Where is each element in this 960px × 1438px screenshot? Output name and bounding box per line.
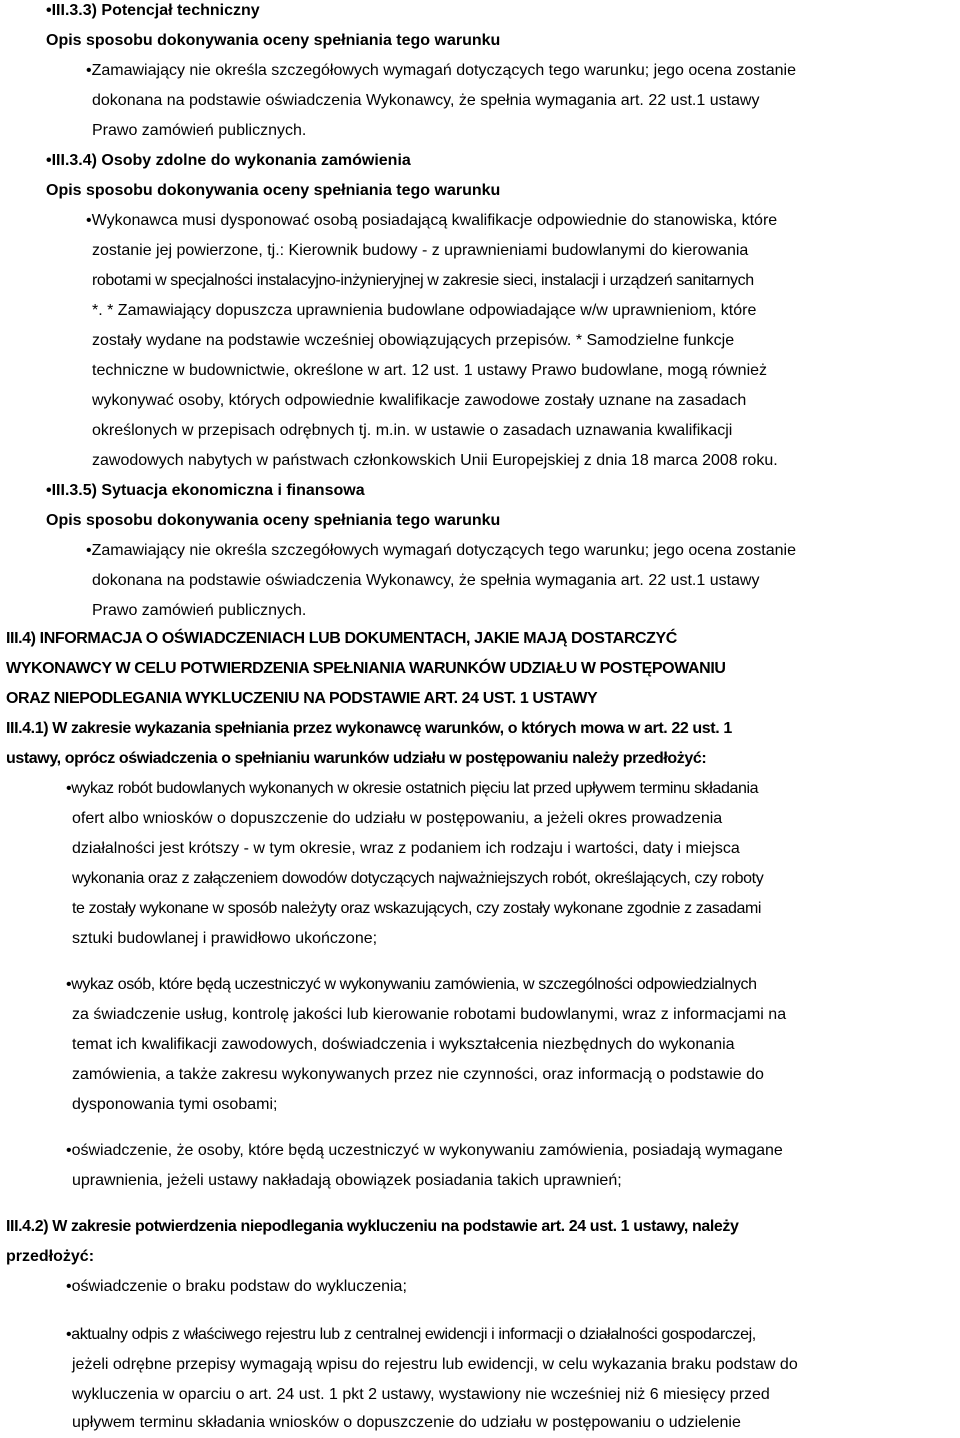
section-4-1-item-1-line: te zostały wykonane w sposób należyty oraz wskazujących, czy zostały wykonane zgodnie z zasadami xyxy=(72,900,762,917)
section-4-1-item-2-line: za świadczenie usług, kontrolę jakości lub kierowanie robotami budowlanymi, wraz z informacjami na xyxy=(72,1006,787,1023)
section-4-1-item-2-line: dysponowania tymi osobami; xyxy=(72,1096,278,1113)
section-3-3-text-line: Prawo zamówień publicznych. xyxy=(92,122,307,139)
section-3-5-assessment-label: Opis sposobu dokonywania oceny spełniania tego warunku xyxy=(46,512,501,529)
section-3-4-text-line: zawodowych nabytych w państwach członkowskich Unii Europejskiej z dnia 18 marca 2008 roku. xyxy=(92,452,778,469)
section-3-4-text-line: *. * Zamawiający dopuszcza uprawnienia budowlane odpowiadające w/w uprawnieniom, które xyxy=(92,302,757,319)
section-4-1-item-1-line: wykonania oraz z załączeniem dowodów dotyczących najważniejszych robót, określających, czy roboty xyxy=(72,870,764,887)
section-4-1-item-1-line: ofert albo wniosków o dopuszczenie do udziału w postępowaniu, a jeżeli okres prowadzenia xyxy=(72,810,723,827)
section-4-1-item-2-line: •wykaz osób, które będą uczestniczyć w wykonywaniu zamówienia, w szczególności odpowiedzialnych xyxy=(66,976,757,993)
section-4-1-heading-line: III.4.1) W zakresie wykazania spełniania przez wykonawcę warunków, o których mowa w art. 22 ust. 1 xyxy=(6,720,732,737)
section-3-5-text-line: dokonana na podstawie oświadczenia Wykonawcy, że spełnia wymagania art. 22 ust.1 ustawy xyxy=(92,572,760,589)
section-3-5-text-line: •Zamawiający nie określa szczegółowych wymagań dotyczących tego warunku; jego ocena zostanie xyxy=(86,542,796,559)
section-4-1-item-3-line: uprawnienia, jeżeli ustawy nakładają obowiązek posiadania takich uprawnień; xyxy=(72,1172,622,1189)
section-3-3-assessment-label: Opis sposobu dokonywania oceny spełniania tego warunku xyxy=(46,32,501,49)
section-3-4-assessment-label: Opis sposobu dokonywania oceny spełniania tego warunku xyxy=(46,182,501,199)
section-3-4-text-line: robotami w specjalności instalacyjno-inżynieryjnej w zakresie sieci, instalacji i urządzeń sanitarnych xyxy=(92,272,754,289)
section-4-2-item-1: •oświadczenie o braku podstaw do wykluczenia; xyxy=(66,1278,407,1295)
section-4-1-item-2-line: temat ich kwalifikacji zawodowych, doświadczenia i wykształcenia niezbędnych do wykonania xyxy=(72,1036,735,1053)
section-3-4-text-line: techniczne w budownictwie, określone w art. 12 ust. 1 ustawy Prawo budowlane, mogą również xyxy=(92,362,768,379)
section-4-1-item-1-line: •wykaz robót budowlanych wykonanych w okresie ostatnich pięciu lat przed upływem terminu składania xyxy=(66,780,759,797)
section-4-2-item-2-line: •aktualny odpis z właściwego rejestru lub z centralnej ewidencji i informacji o działalności gospodarczej, xyxy=(66,1326,756,1343)
section-4-1-heading-line: ustawy, oprócz oświadczenia o spełnianiu warunków udziału w postępowaniu należy przedłożyć: xyxy=(6,750,707,767)
section-3-3-text-line: dokonana na podstawie oświadczenia Wykonawcy, że spełnia wymagania art. 22 ust.1 ustawy xyxy=(92,92,760,109)
section-4-1-item-3-line: •oświadczenie, że osoby, które będą uczestniczyć w wykonywaniu zamówienia, posiadają wymagane xyxy=(66,1142,783,1159)
section-3-4-heading: •III.3.4) Osoby zdolne do wykonania zamówienia xyxy=(46,152,411,169)
section-4-2-item-2-line: wykluczenia w oparciu o art. 24 ust. 1 pkt 2 ustawy, wystawiony nie wcześniej niż 6 miesięcy przed xyxy=(72,1386,770,1403)
section-3-5-heading: •III.3.5) Sytuacja ekonomiczna i finansowa xyxy=(46,482,365,499)
section-4-heading-line: ORAZ NIEPODLEGANIA WYKLUCZENIU NA PODSTAWIE ART. 24 UST. 1 USTAWY xyxy=(6,690,598,707)
section-4-2-item-2-line: jeżeli odrębne przepisy wymagają wpisu do rejestru lub ewidencji, w celu wykazania braku podstaw do xyxy=(72,1356,798,1373)
section-3-5-text-line: Prawo zamówień publicznych. xyxy=(92,602,307,619)
section-4-1-item-1-line: sztuki budowlanej i prawidłowo ukończone; xyxy=(72,930,378,947)
section-3-4-text-line: zostanie jej powierzone, tj.: Kierownik budowy - z uprawnieniami budowlanymi do kierowania xyxy=(92,242,749,259)
section-3-4-text-line: zostały wydane na podstawie wcześniej obowiązujących przepisów. * Samodzielne funkcje xyxy=(92,332,735,349)
section-4-2-item-2-line: upływem terminu składania wniosków o dopuszczenie do udziału w postępowaniu o udzielenie xyxy=(72,1414,741,1431)
section-4-2-heading-line: III.4.2) W zakresie potwierdzenia niepodlegania wykluczeniu na podstawie art. 24 ust. 1 ustawy, należy xyxy=(6,1218,739,1235)
section-3-4-text-line: •Wykonawca musi dysponować osobą posiadającą kwalifikacje odpowiednie do stanowiska, które xyxy=(86,212,778,229)
section-4-1-item-2-line: zamówienia, a także zakresu wykonywanych przez nie czynności, oraz informacją o podstawie do xyxy=(72,1066,764,1083)
section-4-2-heading-line: przedłożyć: xyxy=(6,1248,95,1265)
section-4-1-item-1-line: działalności jest krótszy - w tym okresie, wraz z podaniem ich rodzaju i wartości, daty i miejsca xyxy=(72,840,740,857)
section-3-4-text-line: wykonywać osoby, których odpowiednie kwalifikacje zawodowe zostały uznane na zasadach xyxy=(92,392,747,409)
section-3-4-text-line: określonych w przepisach odrębnych tj. m.in. w ustawie o zasadach uznawania kwalifikacji xyxy=(92,422,733,439)
section-3-3-text-line: •Zamawiający nie określa szczegółowych wymagań dotyczących tego warunku; jego ocena zostanie xyxy=(86,62,796,79)
section-4-heading-line: WYKONAWCY W CELU POTWIERDZENIA SPEŁNIANIA WARUNKÓW UDZIAŁU W POSTĘPOWANIU xyxy=(6,660,726,677)
section-4-heading-line: III.4) INFORMACJA O OŚWIADCZENIACH LUB DOKUMENTACH, JAKIE MAJĄ DOSTARCZYĆ xyxy=(6,630,677,647)
section-3-3-heading: •III.3.3) Potencjał techniczny xyxy=(46,2,260,19)
